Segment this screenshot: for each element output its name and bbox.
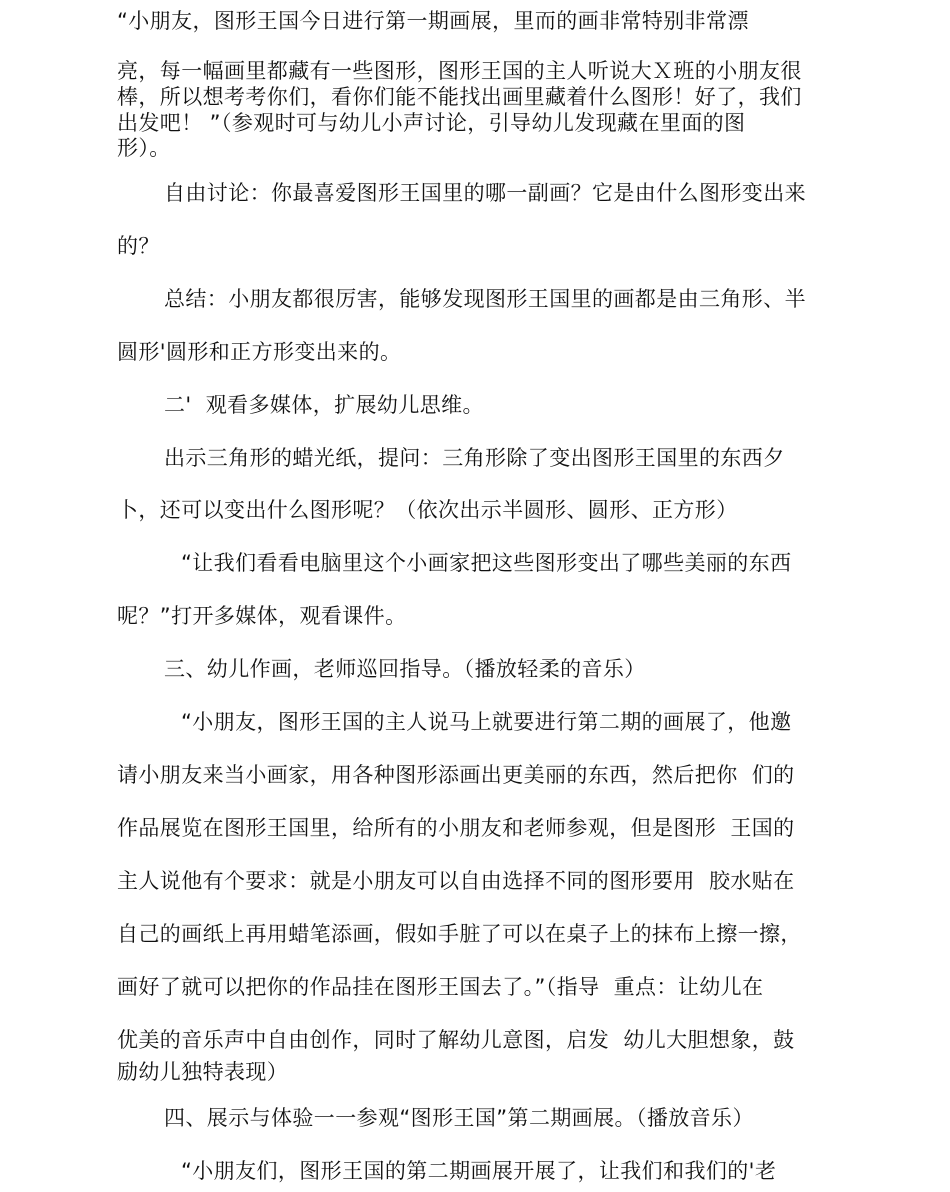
text-line: 作品展览在图形王国里，给所有的小朋友和老师参观，但是图形 王国的	[117, 816, 795, 840]
text-line: “小朋友，图形王国今日进行第一期画展，里而的画非常特别非常漂	[117, 9, 749, 33]
text-line: 请小朋友来当小画家，用各种图形添画出更美丽的东西，然后把你 们的	[117, 763, 795, 787]
text-line: 自己的画纸上再用蜡笔添画，假如手脏了可以在桌子上的抹布上擦一擦，	[117, 922, 802, 946]
text-line: 优美的音乐声中自由创作，同时了解幼儿意图，启发 幼儿大胆想象，鼓	[117, 1028, 795, 1052]
text-line: “让我们看看电脑里这个小画家把这些图形变出了哪些美丽的东西	[181, 551, 792, 575]
section-heading: 四、展示与体验一一参观“图形王国”第二期画展。（播放音乐）	[164, 1106, 754, 1130]
text-line: 出示三角形的蜡光纸，提问：三角形除了变出图形王国里的东西夕	[164, 446, 785, 470]
text-line: 自由讨论：你最喜爱图形王国里的哪一副画？它是由什么图形变出来	[164, 181, 806, 205]
text-line: “小朋友们，图形王国的第二期画展开展了，让我们和我们的'老	[181, 1159, 777, 1183]
text-line: 总结：小朋友都很厉害，能够发现图形王国里的画都是由三角形、半	[164, 287, 806, 311]
text-line: 主人说他有个要求：就是小朋友可以自由选择不同的图形要用 胶水贴在	[117, 869, 795, 893]
text-line: 的？	[117, 234, 160, 258]
section-heading: 二' 观看多媒体，扩展幼儿思维。	[164, 393, 484, 417]
text-line: “小朋友，图形王国的主人说马上就要进行第二期的画展了，他邀	[181, 710, 792, 734]
text-line: 圆形'圆形和正方形变出来的。	[117, 340, 402, 364]
text-line: 亮，每一幅画里都藏有一些图形，图形王国的主人听说大Ｘ班的小朋友很	[117, 59, 802, 83]
text-line: 呢？”打开多媒体，观看课件。	[117, 604, 407, 628]
text-line: 励幼儿独特表现）	[117, 1060, 289, 1084]
text-line: 棒，所以想考考你们，看你们能不能找出画里藏着什么图形！好了，我们	[117, 85, 802, 109]
section-heading: 三、幼儿作画，老师巡回指导。（播放轻柔的音乐）	[164, 657, 646, 681]
text-line: 画好了就可以把你的作品挂在图形王国去了。”（指导 重点：让幼儿在	[117, 975, 764, 999]
text-line: 形）。	[117, 136, 171, 160]
text-line: 出发吧！ ”（参观时可与幼儿小声讨论，引导幼儿发现藏在里面的图	[117, 111, 746, 135]
text-line: 卜，还可以变出什么图形呢？（依次出示半圆形、圆形、正方形）	[117, 498, 738, 522]
